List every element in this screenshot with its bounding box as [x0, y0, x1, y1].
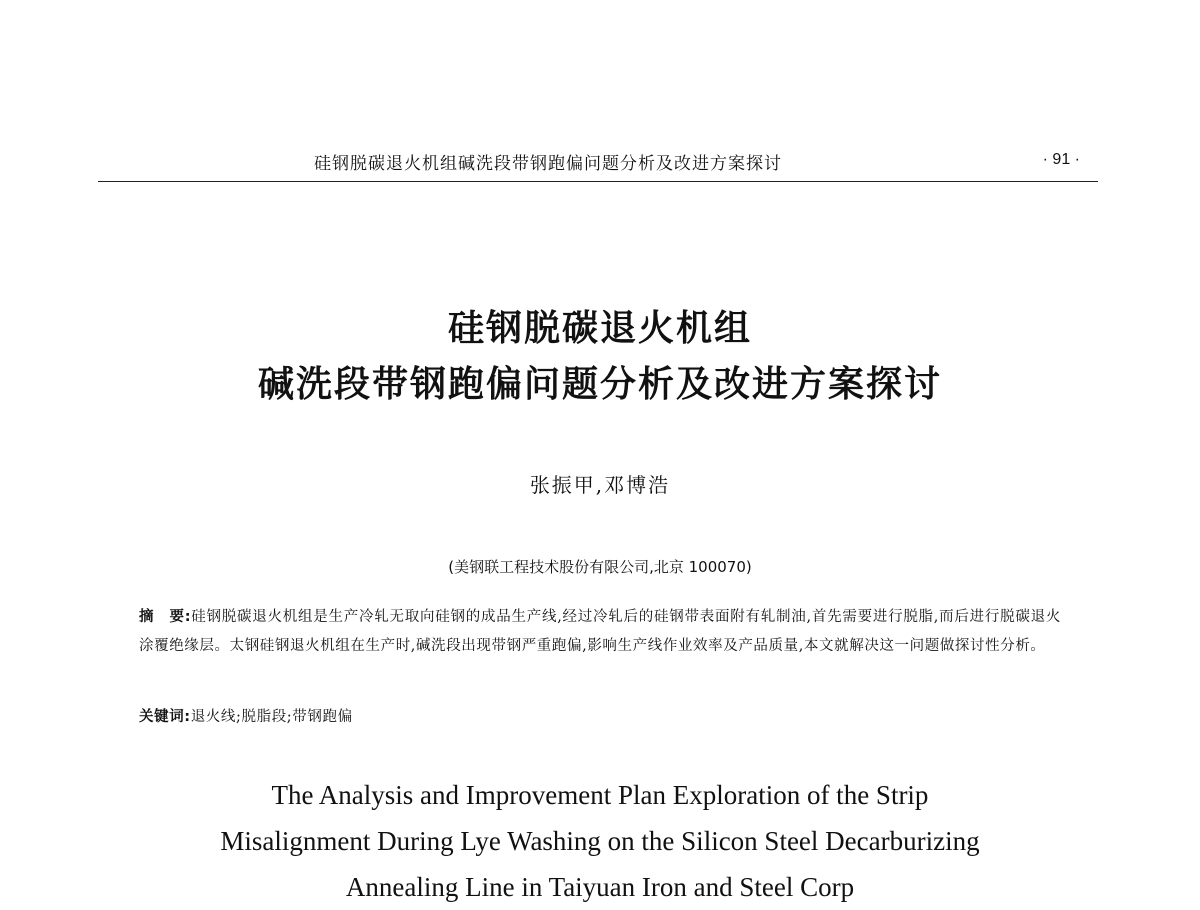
- paper-title-line-2: 碱洗段带钢跑偏问题分析及改进方案探讨: [257, 363, 942, 405]
- keywords-label: 关键词:: [139, 709, 191, 725]
- running-header: [98, 143, 1098, 182]
- running-header-title: 硅钢脱碳退火机组碱洗段带钢跑偏问题分析及改进方案探讨: [314, 154, 782, 174]
- page-number: · 91 ·: [1042, 151, 1080, 168]
- abstract-text: 硅钢脱碳退火机组是生产冷轧无取向硅钢的成品生产线,经过冷轧后的硅钢带表面附有轧制油,首先需要进行脱脂,而后进行脱碳退火涂覆绝缘层。太钢硅钢退火机组在生产时,碱洗段出现带钢严重跑偏,影响生产线作业效率及产品质量,本文就解决这一问题做探讨性分析。: [139, 609, 1061, 654]
- abstract: [139, 603, 1061, 661]
- paper-title-line-1: 硅钢脱碳退火机组: [447, 307, 752, 349]
- english-title: [0, 772, 1200, 910]
- authors: 张振甲,邓博浩: [529, 473, 671, 497]
- keywords: [139, 705, 1061, 729]
- keywords-text: 退火线;脱脂段;带钢跑偏: [190, 709, 353, 725]
- english-title-line-3: Annealing Line in Taiyuan Iron and Steel Corp: [345, 872, 855, 902]
- affiliation: (美钢联工程技术股份有限公司,北京 100070): [448, 558, 752, 576]
- english-title-line-1: The Analysis and Improvement Plan Exploration of the Strip: [271, 780, 929, 810]
- paper-title: [0, 300, 1200, 412]
- english-title-line-2: Misalignment During Lye Washing on the Silicon Steel Decarburizing: [220, 826, 980, 856]
- abstract-label: 摘 要:: [139, 609, 192, 625]
